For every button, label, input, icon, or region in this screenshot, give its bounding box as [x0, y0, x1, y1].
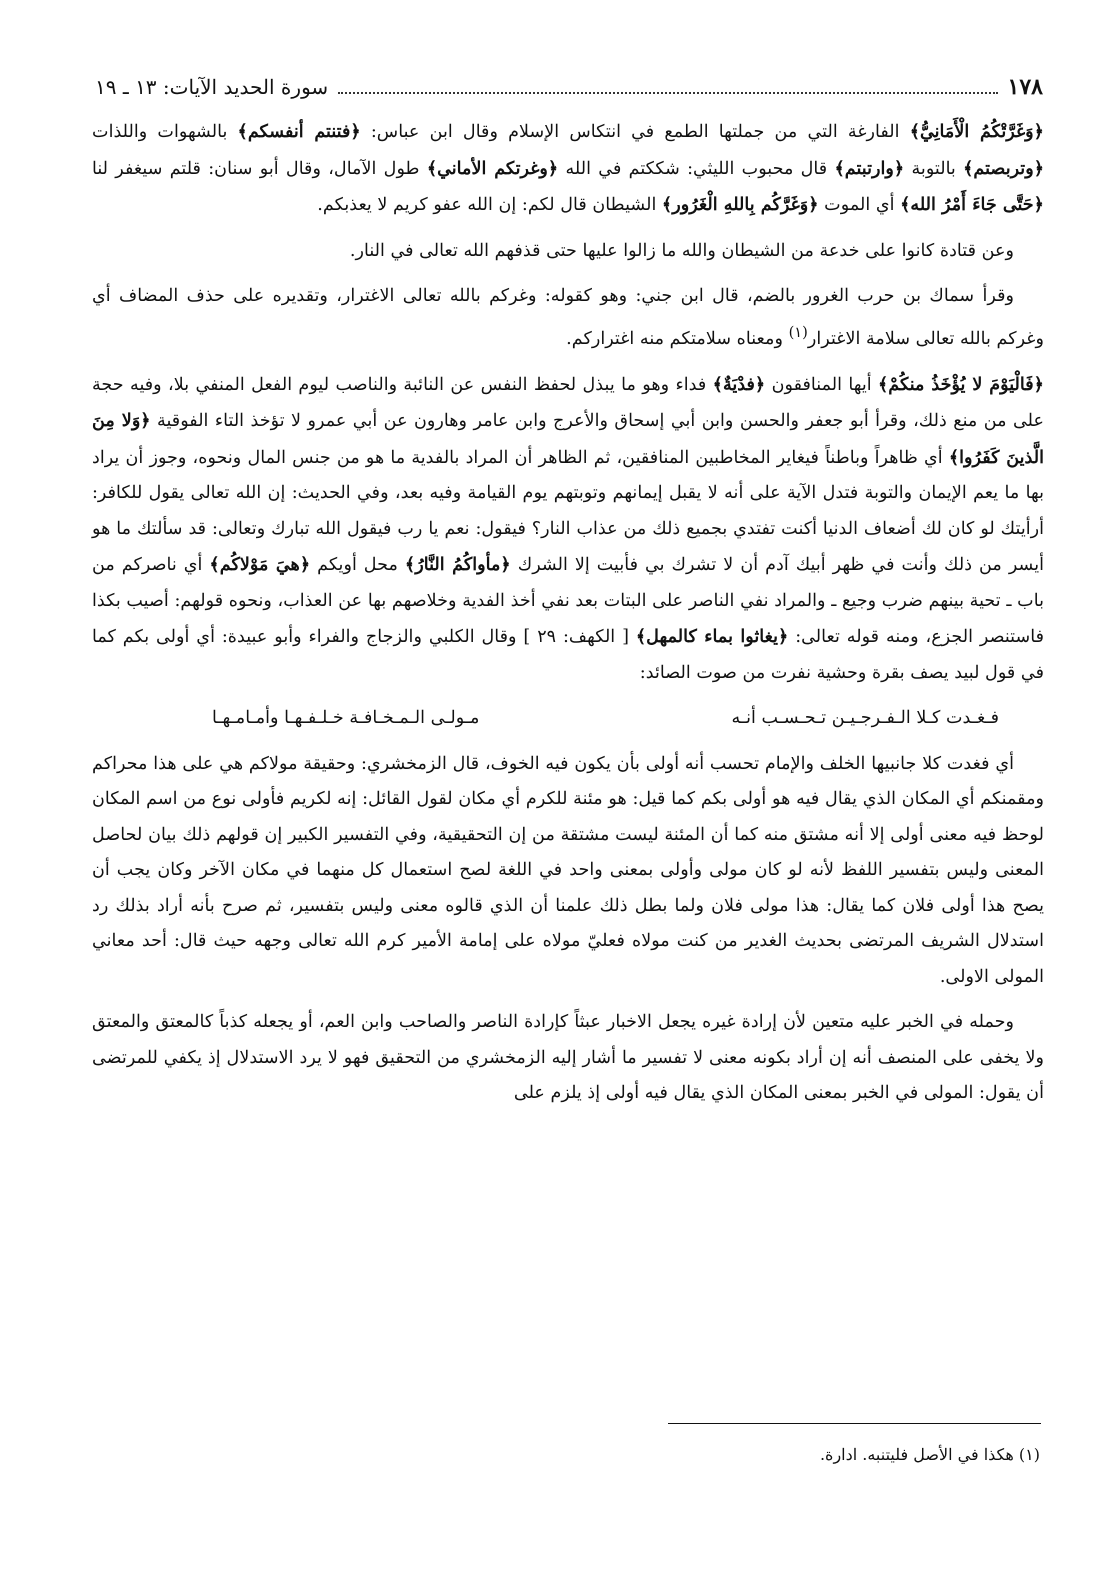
footnote: [600, 1445, 1040, 1464]
quran-quote: ﴿وغرتكم الأماني﴾: [426, 157, 559, 179]
running-title: سورة الحديد الآيات: ١٣ ـ ١٩: [95, 75, 329, 99]
quran-quote: ﴿وَغَرَّتْكُمُ الْأَمَانِيُّ﴾: [909, 121, 1044, 142]
quran-quote: ﴿وَغَرَّكُم بِاللهِ الْغَرُور﴾: [661, 194, 819, 215]
text-run: ومعناه سلامتكم منه اغتراركم.: [566, 328, 789, 349]
footnote-text: هكذا في الأصل فليتنبه. ادارة.: [819, 1445, 1019, 1464]
paragraph-4: [92, 367, 1044, 692]
quran-quote: ﴿فتنتم أنفسكم﴾: [237, 121, 361, 142]
paragraph-3: [92, 279, 1044, 357]
page-header: [95, 70, 1043, 104]
quran-quote: ﴿حَتَّى جَاءَ أَمْرُ الله﴾: [900, 194, 1044, 215]
quran-quote: ﴿يغاثوا بماء كالمهل﴾: [635, 626, 789, 648]
page-number: ١٧٨: [1007, 74, 1043, 100]
text-run: أي ظاهراً وباطناً فيغاير المخاطبين المنافقين، ثم الظاهر أن المراد بالفدية ما هو من جنس المال ونحوه، وجوز أن يراد بها ما يعم الإيمان والتوبة فتدل الآية على أنه لا يقبل إيمانهم وتوبتهم يوم القيامة وفيه بعد، وفي الحديث: إن الله تعالى يقول للكافر: أرأيتك لو كان لك أضعاف الدنيا أكنت تفتدي بجميع ذلك من عذاب النار؟ فيقول: نعم يا رب فيقول الله تبارك وتعالى: قد سألتك ما هو أيسر من ذلك وأنت في ظهر أبيك آدم أن لا تشرك بي فأبيت إلا الشرك: [92, 447, 1045, 576]
paragraph-6: وحمله في الخبر عليه متعين لأن إرادة غيره يجعل الاخبار عبثاً كإرادة الناصر والصاحب وابن العم، أو يجعله كذباً كالمعتق والمعتق ولا يخفى على المنصف أنه إن أراد بكونه معنى لا تفسير ما أشار إليه الزمخشري من التحقيق فهو لا يرد الاستدلال إذ يكفي للمرتضى أن يقول: المولى في الخبر بمعنى المكان الذي يقال فيه أولى إذ يلزم على: [92, 1012, 1044, 1104]
quran-quote: ﴿هيَ مَوْلاكُم﴾: [209, 554, 311, 576]
verse-second-hemistich: مـولـى الـمـخـافـة خـلـفـهـا وأمـامـهـا: [212, 708, 480, 729]
verse-first-hemistich: فـغـدت كـلا الـفـرجـيـن تـحـسـب أنـه: [731, 708, 999, 729]
text-run: الشيطان قال لكم: إن الله عفو كريم لا يعذبكم.: [317, 195, 662, 215]
poetry-verse: [92, 701, 1044, 737]
text-run: فداء وهو ما يبذل لحفظ النفس عن النائبة والناصب ليوم الفعل المنفي بلا، وفيه حجة على من منع ذلك، وقرأ أبو جعفر والحسن وابن أبي إسحاق والأعرج وابن عامر وهارون عن أبي عمرو لا تؤخذ التاء الفوقية: [92, 374, 1044, 432]
quran-quote: ﴿وَلا مِنَ الَّذينَ كَفَرُوا﴾: [92, 410, 1044, 468]
text-run: أيها المنافقون: [765, 374, 878, 395]
text-run: أي ناصركم من باب ـ تحية بينهم ضرب وجيع ـ والمراد نفي الناصر على البتات بعد نفي أخذ الفدية وخلاصهم بها عن العذاب، ونحوه قولهم: أصيب بكذا فاستنصر الجزع، ومنه قوله تعالى:: [92, 555, 1045, 648]
text-run: [ الكهف: ٢٩ ] وقال الكلبي والزجاج والفراء وأبو عبيدة: أي أولى بكم كما في قول لبيد يصف بقرة وحشية نفرت من صوت الصائد:: [92, 627, 1044, 683]
footnote-number: (١): [1018, 1445, 1040, 1464]
text-run: محل أويكم: [310, 555, 405, 576]
quran-quote: ﴿وارتبتم﴾: [834, 157, 905, 179]
text-run: أي الموت: [818, 195, 901, 215]
quran-quote: ﴿فدْيَةٌ﴾: [712, 373, 766, 395]
text-run: الفارغة التي من جملتها الطمع في انتكاس الإسلام وقال ابن عباس:: [360, 122, 910, 142]
text-run: بالشهوات واللذات: [92, 122, 238, 142]
text-run: قال محبوب الليثي: شككتم في الله: [558, 158, 835, 179]
quran-quote: ﴿مأواكُمُ النَّارُ﴾: [404, 554, 511, 576]
quran-quote: ﴿فَالْيَوْمَ لا يُؤْخَذُ منكُمْ﴾: [877, 373, 1044, 395]
text-run: بالتوبة: [904, 158, 964, 179]
paragraph-5: أي فغدت كلا جانبيها الخلف والإمام تحسب أنه أولى بأن يكون فيه الخوف، قال الزمخشري: وحقيقة مولاكم هي على هذا محراكم ومقمنكم أي المكان الذي يقال فيه هو أولى بكم كما قيل: هو مئنة للكرم أي مكان لقول القائل: إنه لكريم فأولى نوع من اسم المكان لوحظ فيه معنى أولى إلا أنه مشتق منه كما أن المئنة ليست مشتقة من إن التحقيقية، وفي التفسير الكبير إن قولهم ذلك بيان لحاصل المعنى وليس بتفسير اللفظ لأنه لو كان مولى وأولى بمعنى واحد في اللغة لصح استعمال كل منهما في مكان الآخر وكان يجب أن يصح هذا أولى فلان كما يقال: هذا مولى فلان ولما بطل ذلك علمنا أن الذي قالوه معنى وليس بتفسير، ثم صرح بأنه أراد بذلك رد استدلال الشريف المرتضى بحديث الغدير من كنت مولاه فعليّ مولاه على إمامة الأمير كرم الله تعالى وجهه حيث قال: أحد معاني المولى الاولى.: [92, 753, 1044, 987]
paragraph-1: [92, 114, 1044, 224]
text-run: وقرأ سماك بن حرب الغرور بالضم، قال ابن جني: وهو كقوله: وغركم بالله تعالى الاغترار، وتقديره على حذف المضاف أي وغركم بالله تعالى سلامة الاغترار: [92, 286, 1044, 349]
quran-quote: ﴿وتربصتم﴾: [963, 157, 1044, 179]
footnote-separator: [668, 1423, 1041, 1424]
paragraph-2: وعن قتادة كانوا على خدعة من الشيطان والله ما زالوا عليها حتى قذفهم الله تعالى في النار.: [349, 240, 1014, 261]
text-run: طول الآمال، وقال أبو سنان: قلتم سيغفر لنا: [92, 158, 427, 179]
dotted-leader: [338, 80, 997, 94]
main-text: [92, 114, 1044, 1112]
footnote-ref[interactable]: (١): [788, 323, 808, 341]
